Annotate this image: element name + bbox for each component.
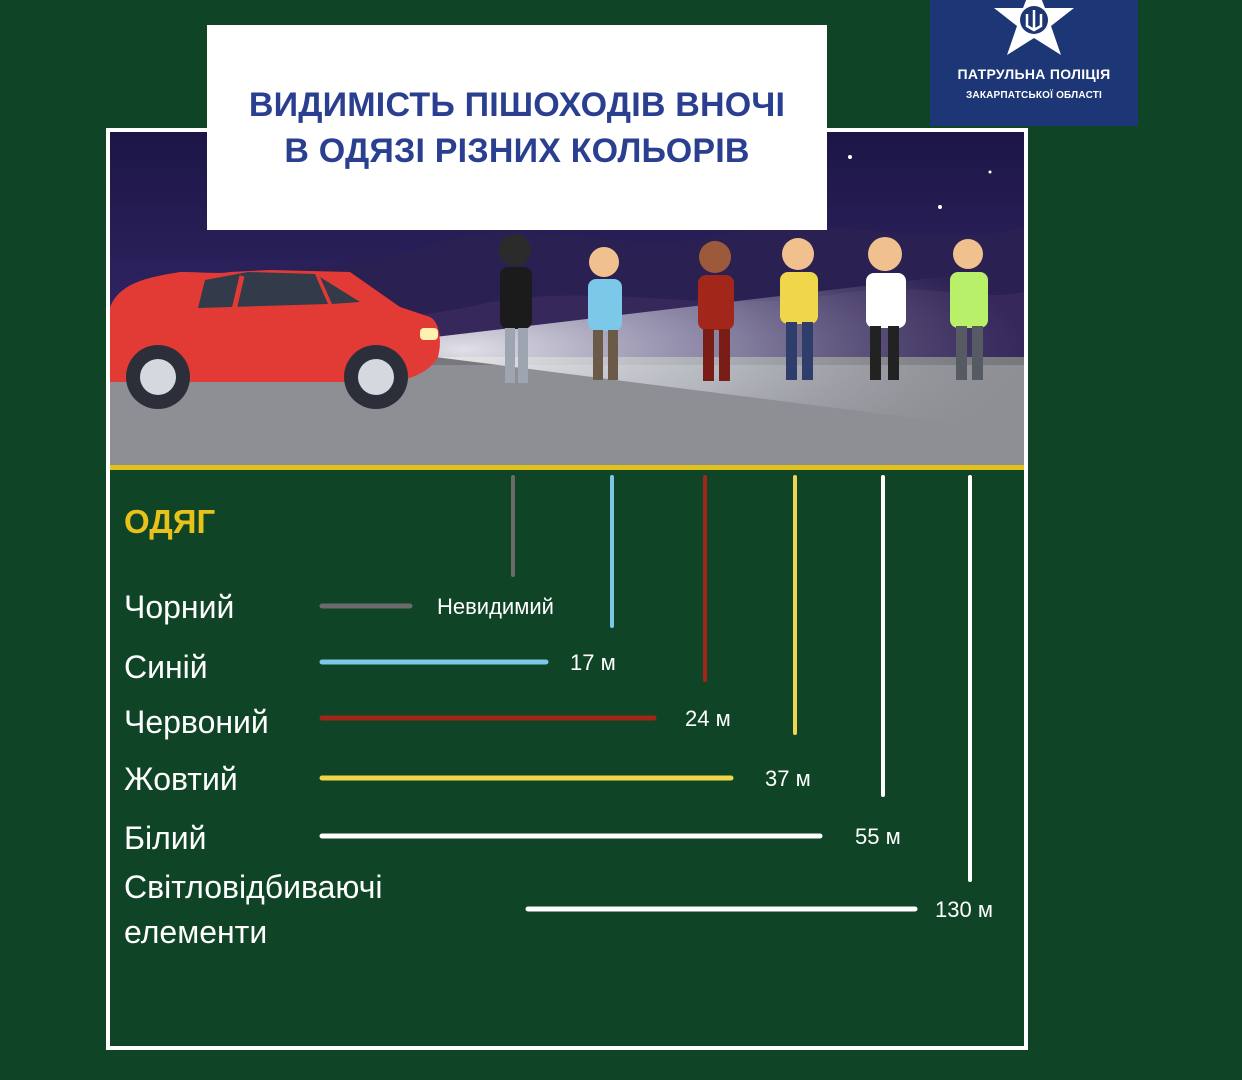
- category-label-0: Чорний: [124, 589, 235, 625]
- chart-marks: [124, 477, 993, 950]
- value-label-1: 17 м: [570, 650, 616, 675]
- title-line-2: В ОДЯЗІ РІЗНИХ КОЛЬОРІВ: [284, 131, 750, 170]
- badge-line-2: ЗАКАРПАТСЬКОЇ ОБЛАСТІ: [965, 90, 1103, 101]
- value-label-4: 55 м: [855, 824, 901, 849]
- category-label-3: Жовтий: [124, 761, 238, 797]
- chart-heading: ОДЯГ: [124, 503, 216, 540]
- category-label-5-line-2: елементи: [124, 914, 268, 950]
- category-label-4: Білий: [124, 820, 207, 856]
- category-label-5-line-1: Світловідбиваючі: [124, 869, 383, 905]
- value-label-0: Невидимий: [437, 594, 554, 619]
- category-label-2: Червоний: [124, 704, 269, 740]
- badge-line-1: ПАТРУЛЬНА ПОЛІЦІЯ: [957, 66, 1111, 82]
- value-label-3: 37 м: [765, 766, 811, 791]
- value-label-5: 130 м: [935, 897, 993, 922]
- value-label-2: 24 м: [685, 706, 731, 731]
- category-label-1: Синій: [124, 649, 208, 685]
- title-line-1: ВИДИМІСТЬ ПІШОХОДІВ ВНОЧІ: [248, 85, 786, 124]
